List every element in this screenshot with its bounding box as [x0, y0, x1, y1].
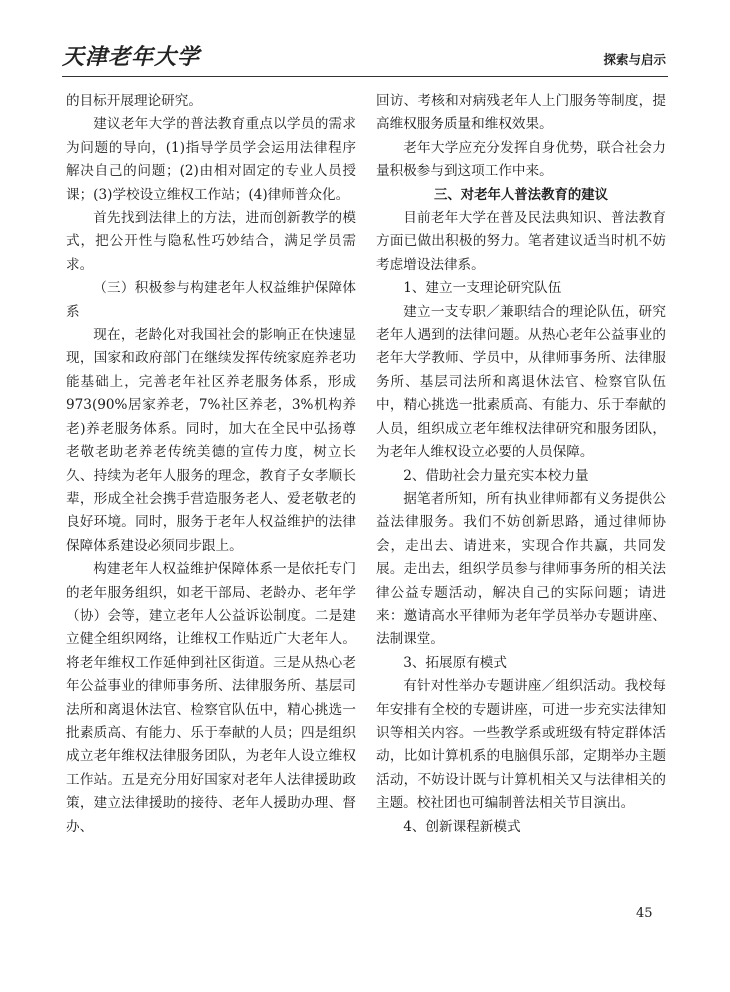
paragraph: 目前老年大学在普及民法典知识、普法教育方面已做出积极的努力。笔者建议适当时机不妨考虑增设法律系。 — [376, 210, 666, 273]
paragraph: 现在，老龄化对我国社会的影响正在快速显现，国家和政府部门在继续发挥传统家庭养老功能基础上，完善老年社区养老服务体系，形成973(90%居家养老，7%社区养老，3%机构养老)养老服务体系。同时，加大在全民中弘扬尊老敬老助老养老传统美德的宣传力度，树立长久、持续为老年人服务的理念，教育子女孝顺长辈，形成全社会携手营造服务老人、爱老敬老的良好环境。同时，服务于老年人权益维护的法律保障体系建设必须同步跟上。 — [66, 327, 356, 554]
paragraph: 首先找到法律上的方法，进而创新教学的模式，把公开性与隐私性巧妙结合，满足学员需求。 — [66, 210, 356, 273]
subsection-heading: 4、创新课程新模式 — [403, 818, 521, 835]
page-number: 45 — [636, 906, 653, 921]
section-heading: 三、对老年人普法教育的建议 — [433, 187, 609, 203]
section-label: 探索与启示 — [603, 52, 666, 67]
paragraph: 老年大学应充分发挥自身优势，联合社会力量积极参与到这项工作中来。 — [376, 139, 666, 180]
left-column — [66, 90, 356, 839]
subsection-heading: 3、拓展原有模式 — [403, 654, 507, 671]
right-column — [376, 90, 666, 839]
paragraph: 建立一支专职／兼职结合的理论队伍，研究老年人遇到的法律问题。从热心老年公益事业的老年大学教师、学员中，从律师事务所、法律服务所、基层司法所和离退休法官、检察官队伍中，精心挑选一批素质高、有能力、乐于奉献的人员，组织成立老年维权法律研究和服务团队，为老年人维权设立必要的人员保障。 — [376, 303, 666, 461]
paragraph: 据笔者所知，所有执业律师都有义务提供公益法律服务。我们不妨创新思路，通过律师协会，走出去、请进来，实现合作共赢，共同发展。走出去，组织学员参与律师事务所的相关法律公益专题活动，解决自己的实际问题；请进来：邀请高水平律师为老年学员举办专题讲座、法制课堂。 — [376, 490, 666, 648]
paragraph: 的目标开展理论研究。 — [66, 93, 202, 109]
header-rule — [62, 76, 668, 77]
paragraph: 建议老年大学的普法教育重点以学员的需求为问题的导向，(1)指导学员学会运用法律程序解决自己的问题；(2)由相对固定的专业人员授课；(3)学校设立维权工作站；(4)律师普众化。 — [66, 116, 356, 203]
subsection-heading: （三）积极参与构建老年人权益维护保障体系 — [66, 280, 356, 320]
paragraph: 有针对性举办专题讲座／组织活动。我校每年安排有全校的专题讲座，可进一步充实法律知识等相关内容。一些教学系或班级有特定群体活动，比如计算机系的电脑俱乐部，定期举办主题活动，不妨设计既与计算机相关又与法律相关的主题。校社团也可编制普法相关节目演出。 — [376, 678, 666, 812]
subsection-heading: 2、借助社会力量充实本校力量 — [403, 467, 589, 484]
paragraph: 回访、考核和对病残老年人上门服务等制度，提高维权服务质量和维权效果。 — [376, 93, 666, 133]
subsection-heading: 1、建立一支理论研究队伍 — [403, 280, 562, 297]
journal-logo: 天津老年大学 — [62, 44, 201, 70]
page-header — [62, 38, 668, 74]
paragraph: 构建老年人权益维护保障体系一是依托专门的老年服务组织，如老干部局、老龄办、老年学（协）会等，建立老年人公益诉讼制度。二是建立健全组织网络，让维权工作贴近广大老年人。将老年维权工作延伸到社区街道。三是从热心老年公益事业的律师事务所、法律服务所、基层司法所和离退休法官、检察官队伍中，精心挑选一批素质高、有能力、乐于奉献的人员；四是组织成立老年维权法律服务团队，为老年人设立维权工作站。五是充分用好国家对老年人法律援助政策，建立法律援助的接待、老年人援助办理、督办、 — [66, 561, 356, 835]
